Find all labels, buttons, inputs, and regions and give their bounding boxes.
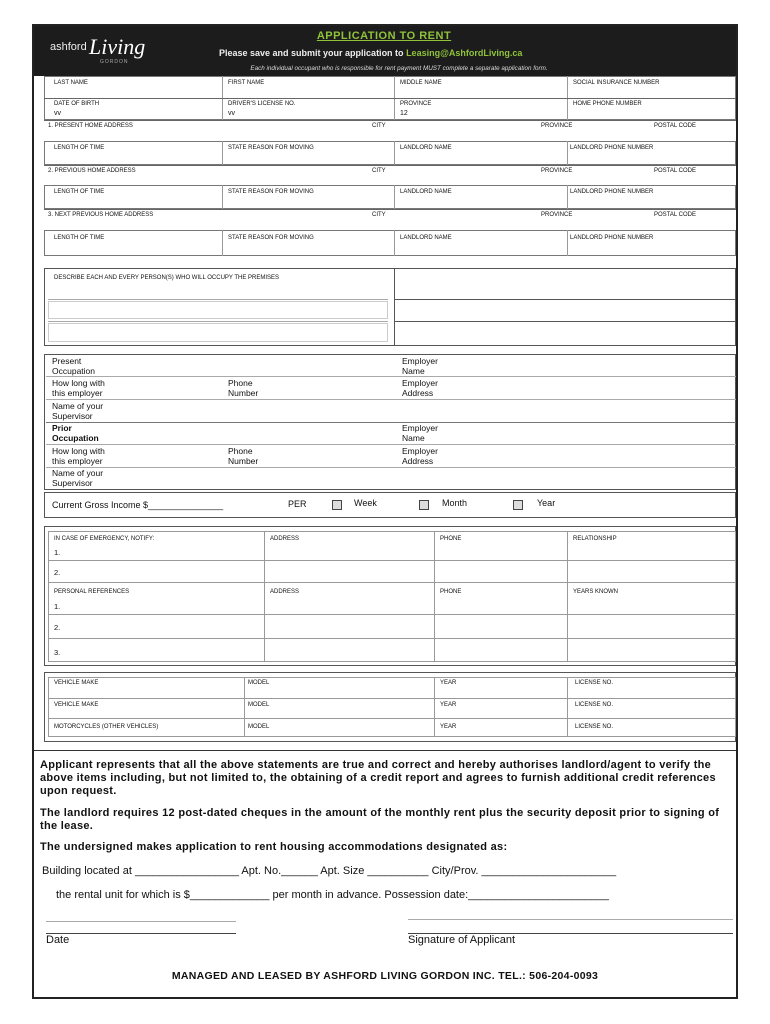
address-2-province-label: PROVINCE — [541, 168, 573, 174]
leasing-email-link[interactable]: Leasing@AshfordLiving.ca — [406, 48, 523, 58]
week-checkbox[interactable] — [332, 500, 342, 510]
emergency-phone-label: PHONE — [440, 536, 462, 542]
address-1-label: 1. PRESENT HOME ADDRESS — [48, 123, 133, 129]
submit-instruction — [219, 48, 579, 58]
vehicle-2-year-label: YEAR — [440, 702, 457, 708]
vehicle-1-make-label: VEHICLE MAKE — [54, 680, 99, 686]
address-2-reason-label: STATE REASON FOR MOVING — [228, 189, 314, 195]
address-1-landlord-phone-label: LANDLORD PHONE NUMBER — [570, 145, 654, 151]
emergency-address-label: ADDRESS — [270, 536, 300, 542]
month-label: Month — [442, 498, 468, 508]
address-1-length-label: LENGTH OF TIME — [54, 145, 105, 151]
prior-employer-name-label: Employer Name — [402, 423, 438, 443]
vehicle-1-license-label: LICENSE NO. — [575, 680, 614, 686]
week-label: Week — [354, 498, 377, 508]
address-3-landlord-phone-label: LANDLORD PHONE NUMBER — [570, 235, 654, 241]
application-form — [32, 24, 738, 999]
vehicle-2-make-label: VEHICLE MAKE — [54, 702, 99, 708]
undersigned-text: The undersigned makes application to rent housing accommodations designated as: — [40, 841, 508, 853]
address-1-postal-label: POSTAL CODE — [654, 123, 697, 129]
address-3-reason-label: STATE REASON FOR MOVING — [228, 235, 314, 241]
motorcycle-make-label: MOTORCYCLES (OTHER VEHICLES) — [54, 724, 159, 730]
occupant-field-2[interactable] — [48, 323, 388, 342]
province-label: PROVINCE — [400, 101, 432, 107]
reference-row-1[interactable]: 1. — [54, 602, 61, 611]
occupants-label: DESCRIBE EACH AND EVERY PERSON(S) WHO WILL OCCUPY THE PREMISES — [54, 275, 280, 281]
occupant-field-1[interactable] — [48, 301, 388, 319]
present-supervisor-label: Name of your Supervisor — [52, 401, 104, 421]
address-3-length-label: LENGTH OF TIME — [54, 235, 105, 241]
motorcycle-license-label: LICENSE NO. — [575, 724, 614, 730]
address-2-postal-label: POSTAL CODE — [654, 168, 697, 174]
references-label: PERSONAL REFERENCES — [54, 589, 130, 595]
address-3-label: 3. NEXT PREVIOUS HOME ADDRESS — [48, 212, 154, 218]
emergency-row-2[interactable]: 2. — [54, 568, 61, 577]
address-3-postal-label: POSTAL CODE — [654, 212, 697, 218]
date-label: Date — [46, 934, 70, 946]
footer-managed-by: MANAGED AND LEASED BY ASHFORD LIVING GORDON INC. TEL.: 506-204-0093 — [171, 970, 599, 982]
address-2-landlord-label: LANDLORD NAME — [400, 189, 452, 195]
address-3-province-label: PROVINCE — [541, 212, 573, 218]
vehicle-1-year-label: YEAR — [440, 680, 457, 686]
dob-field[interactable]: vv — [54, 110, 61, 117]
address-1-province-label: PROVINCE — [541, 123, 573, 129]
present-occupation-label: Present Occupation — [52, 356, 95, 376]
occupant-notice: Each individual occupant who is responsible for rent payment MUST complete a separate application form. — [250, 65, 548, 72]
vehicle-2-model-label: MODEL — [248, 702, 270, 708]
vehicle-2-license-label: LICENSE NO. — [575, 702, 614, 708]
reference-row-3[interactable]: 3. — [54, 648, 61, 657]
province-field[interactable]: 12 — [400, 110, 408, 117]
rental-line[interactable]: the rental unit for which is $_____________ per month in advance. Possession date:_______________________ — [56, 889, 609, 901]
present-employer-address-label: Employer Address — [402, 378, 438, 398]
prior-supervisor-label: Name of your Supervisor — [52, 468, 104, 488]
prior-phone-label: Phone Number — [228, 446, 259, 466]
license-label: DRIVER'S LICENSE NO. — [228, 101, 296, 107]
form-header — [34, 26, 736, 76]
logo-ashford-text: ashford — [50, 41, 87, 53]
emergency-row-1[interactable]: 1. — [54, 548, 61, 557]
emergency-relationship-label: RELATIONSHIP — [573, 536, 617, 542]
logo-living-text: Living — [89, 34, 146, 59]
signature-label: Signature of Applicant — [408, 934, 516, 946]
address-3-landlord-label: LANDLORD NAME — [400, 235, 452, 241]
prior-occupation-label: Prior Occupation — [52, 423, 99, 443]
sin-label: SOCIAL INSURANCE NUMBER — [573, 80, 660, 86]
form-title: APPLICATION TO RENT — [316, 30, 452, 42]
declaration-text: Applicant represents that all the above statements are true and correct and hereby authorises landlord/agent to verify the above items including, but not limited to, the obtaining of a credit report and agrees to furnish additional credit references upon request. — [40, 759, 716, 797]
middle-name-label: MIDDLE NAME — [400, 80, 442, 86]
present-phone-label: Phone Number — [228, 378, 259, 398]
first-name-label: FIRST NAME — [228, 80, 265, 86]
motorcycle-year-label: YEAR — [440, 724, 457, 730]
present-employer-name-label: Employer Name — [402, 356, 438, 376]
address-2-city-label: CITY — [372, 168, 386, 174]
vehicle-1-model-label: MODEL — [248, 680, 270, 686]
address-3-city-label: CITY — [372, 212, 386, 218]
home-phone-label: HOME PHONE NUMBER — [573, 101, 642, 107]
prior-employer-address-label: Employer Address — [402, 446, 438, 466]
year-checkbox[interactable] — [513, 500, 523, 510]
references-address-label: ADDRESS — [270, 589, 300, 595]
address-1-city-label: CITY — [372, 123, 386, 129]
income-per-label: PER — [288, 499, 307, 509]
building-line[interactable]: Building located at _________________ Apt. No.______ Apt. Size __________ City/Prov. ______________________ — [42, 865, 617, 877]
license-field[interactable]: vv — [228, 110, 235, 117]
cheques-text: The landlord requires 12 post-dated cheques in the amount of the monthly rent plus the security deposit prior to signing of the lease. — [40, 807, 720, 832]
submit-instruction-text: Please save and submit your application to — [219, 48, 407, 58]
address-2-length-label: LENGTH OF TIME — [54, 189, 105, 195]
prior-how-long-label: How long with this employer — [52, 446, 105, 466]
dob-label: DATE OF BIRTH — [54, 101, 100, 107]
gross-income-label: Current Gross Income $_______________ — [52, 500, 224, 510]
emergency-label: IN CASE OF EMERGENCY, NOTIFY: — [54, 536, 155, 542]
reference-row-2[interactable]: 2. — [54, 623, 61, 632]
references-phone-label: PHONE — [440, 589, 462, 595]
address-2-landlord-phone-label: LANDLORD PHONE NUMBER — [570, 189, 654, 195]
last-name-label: LAST NAME — [54, 80, 88, 86]
motorcycle-model-label: MODEL — [248, 724, 270, 730]
address-3-details — [44, 230, 736, 256]
present-how-long-label: How long with this employer — [52, 378, 105, 398]
address-2-label: 2. PREVIOUS HOME ADDRESS — [48, 168, 136, 174]
logo-subtext: GORDON — [100, 59, 129, 65]
date-line[interactable] — [46, 933, 236, 934]
month-checkbox[interactable] — [419, 500, 429, 510]
address-1-landlord-label: LANDLORD NAME — [400, 145, 452, 151]
year-label: Year — [537, 498, 556, 508]
address-1-reason-label: STATE REASON FOR MOVING — [228, 145, 314, 151]
references-years-label: YEARS KNOWN — [573, 589, 619, 595]
